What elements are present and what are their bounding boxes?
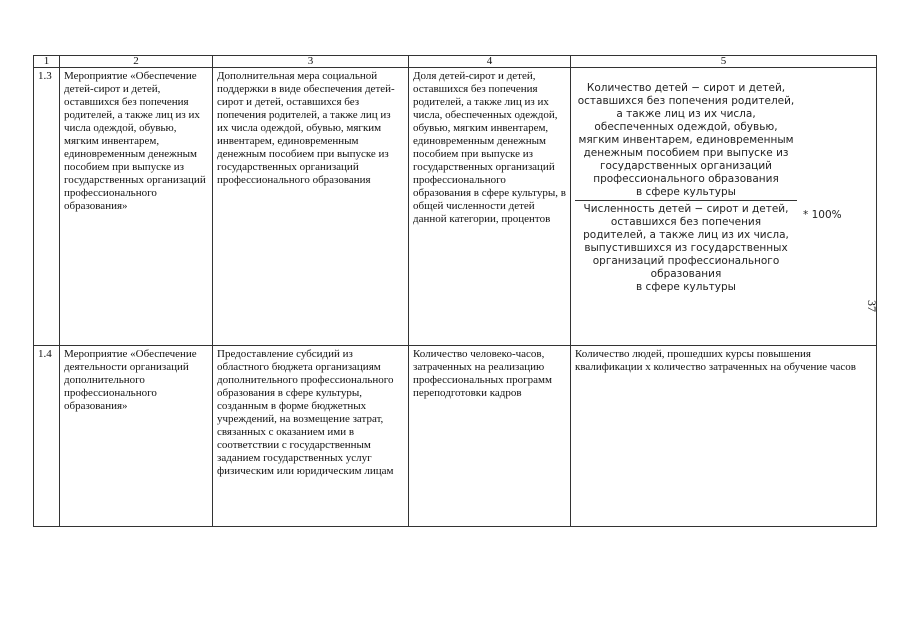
measure-name: Мероприятие «Обеспечение деятельности организаций дополнительного профессионального образования» [60,346,213,527]
numerator-line: оставшихся без попечения родителей, [577,95,795,107]
row-number: 1.4 [34,346,60,527]
header-cell-5: 5 [571,56,877,68]
denominator-line: Численность детей − сирот и детей, [583,203,789,215]
denominator-line: оставшихся без попечения [610,216,762,228]
numerator-line: денежным пособием при выпуске из [583,147,789,159]
numerator-line: мягким инвентарем, единовременным [578,134,794,146]
page-number: 37 [865,300,879,312]
denominator-line: выпустившихся из государственных [584,242,788,254]
header-cell-1: 1 [34,56,60,68]
indicator-name: Доля детей-сирот и детей, оставшихся без попечения родителей, а также лиц из их числа, обеспеченных одеждой, обувью, мягким инвентарем, единовременным денежным пособием при выпуске из государственных организаций профессионального образования в сфере культуры, в общей численности детей данной категории, процентов [409,68,571,346]
numerator-line: в сфере культуры [636,186,736,198]
header-cell-2: 2 [60,56,213,68]
header-cell-3: 3 [213,56,409,68]
numerator-line: государственных организаций [600,160,772,172]
table-row [34,346,877,527]
formula-numerator [575,82,797,199]
numerator-line: профессионального образования [593,173,779,185]
denominator-line: родителей, а также лиц из их числа, [583,229,789,241]
measure-description: Дополнительная мера социальной поддержки в виде обеспечения детей-сирот и детей, оставшихся без попечения родителей, а также лиц из их числа одеждой, обувью, мягким инвентарем, единовременным денежным пособием при выпуске из государственных организаций профессионального образования [213,68,409,346]
fraction [575,82,797,294]
calculation-formula: Количество людей, прошедших курсы повышения квалификации х количество затраченных на обучение часов [571,346,877,527]
formula-multiplier: * 100% [803,209,842,221]
row-number: 1.3 [34,68,60,346]
denominator-line: в сфере культуры [636,281,736,293]
calculation-formula [571,68,877,346]
header-cell-4: 4 [409,56,571,68]
numerator-line: а также лиц из их числа, [616,108,756,120]
denominator-line: организаций профессионального [592,255,780,267]
measure-name: Мероприятие «Обеспечение детей-сирот и детей, оставшихся без попечения родителей, а также лиц из их числа одеждой, обувью, мягким инвентарем, единовременным денежным пособием при выпуске из государственных организаций профессионального образования» [60,68,213,346]
table-row [34,68,877,346]
measure-description: Предоставление субсидий из областного бюджета организациям дополнительного профессионального образования в сфере культуры, созданным в форме бюджетных учреждений, на возмещение затрат, связанных с оказанием ими в соответствии с государственным заданием государственных услуг физическим или юридическим лицам [213,346,409,527]
fraction-bar [575,200,797,201]
denominator-line: образования [650,268,722,280]
header-row [34,56,877,68]
formula [575,70,872,294]
numerator-line: обеспеченных одеждой, обувью, [594,121,778,133]
formula-denominator [575,203,797,294]
numerator-line: Количество детей − сирот и детей, [586,82,786,94]
indicator-table [33,55,877,527]
indicator-name: Количество человеко-часов, затраченных на реализацию профессиональных программ переподготовки кадров [409,346,571,527]
